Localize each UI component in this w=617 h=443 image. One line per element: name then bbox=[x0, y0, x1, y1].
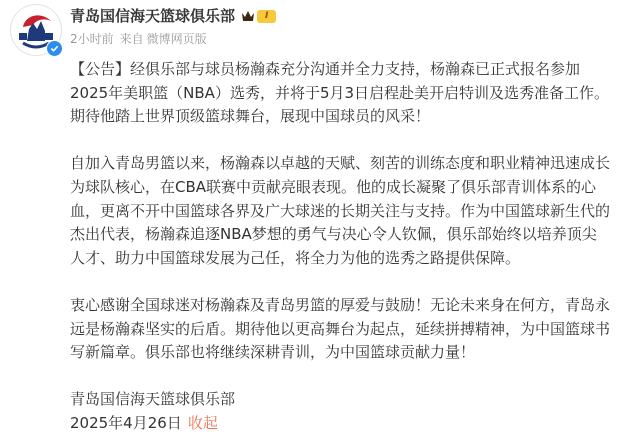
post-paragraph bbox=[70, 294, 615, 365]
text-line: 人才、助力中国篮球发展为己任，将全力为他的选秀之路提供保障。 bbox=[70, 248, 521, 267]
text-line: 【公告】经俱乐部与球员杨瀚森充分沟通并全力支持，杨瀚森已正式报名参加 bbox=[70, 60, 581, 78]
crown-icon bbox=[241, 10, 255, 22]
text-line: 自加入青岛男篮以来，杨瀚森以卓越的天赋、刻苦的训练态度和职业精神迅速成长 bbox=[70, 154, 611, 173]
collapse-link[interactable]: 收起 bbox=[187, 413, 218, 432]
paragraph-gap bbox=[70, 129, 615, 153]
post-date: 2025年4月26日 bbox=[70, 413, 182, 432]
member-level: I bbox=[257, 10, 276, 23]
text-line: 为球队核心，在CBA联赛中贡献亮眼表现。他的成长凝聚了俱乐部青训体系的心 bbox=[70, 177, 597, 196]
signature: 青岛国信海天篮球俱乐部 bbox=[70, 390, 236, 409]
text-line: 远是杨瀚森坚实的后盾。期待他以更高舞台为起点，延续拼搏精神，为中国篮球书 bbox=[70, 319, 611, 338]
post-meta bbox=[70, 31, 213, 47]
post-time[interactable]: 2小时前 bbox=[70, 32, 114, 46]
source-prefix: 来自 bbox=[119, 32, 144, 46]
post-source[interactable]: 微博网页版 bbox=[146, 32, 207, 46]
member-badge[interactable] bbox=[241, 10, 276, 23]
text-line: 衷心感谢全国球迷对杨瀚森及青岛男篮的厚爱与鼓励！无论未来身在何方，青岛永 bbox=[70, 295, 611, 314]
text-line: 血，更离不开中国篮球各界及广大球迷的长期关注与支持。作为中国篮球新生代的 bbox=[70, 201, 611, 220]
post-paragraph bbox=[70, 58, 615, 129]
post-paragraph bbox=[70, 152, 615, 270]
text-line: 杰出代表，杨瀚森追逐NBA梦想的勇气与决心令人钦佩，俱乐部始终以培养顶尖 bbox=[70, 225, 597, 244]
text-line: 写新篇章。俱乐部也将继续深耕青训，为中国篮球贡献力量！ bbox=[70, 343, 476, 362]
paragraph-gap bbox=[70, 270, 615, 294]
text-line: 2025年美职篮（NBA）选秀，并将于5月3日启程赴美开启特训及选秀准备工作。 bbox=[70, 83, 610, 102]
date-line bbox=[70, 412, 615, 436]
verified-icon bbox=[46, 40, 63, 57]
text-line: 期待他踏上世界顶级篮球舞台，展现中国球员的风采！ bbox=[70, 107, 431, 126]
paragraph-gap bbox=[70, 365, 615, 389]
author-name[interactable]: 青岛国信海天篮球俱乐部 bbox=[70, 7, 236, 25]
post-content bbox=[70, 58, 615, 436]
author-name-row bbox=[70, 6, 276, 26]
